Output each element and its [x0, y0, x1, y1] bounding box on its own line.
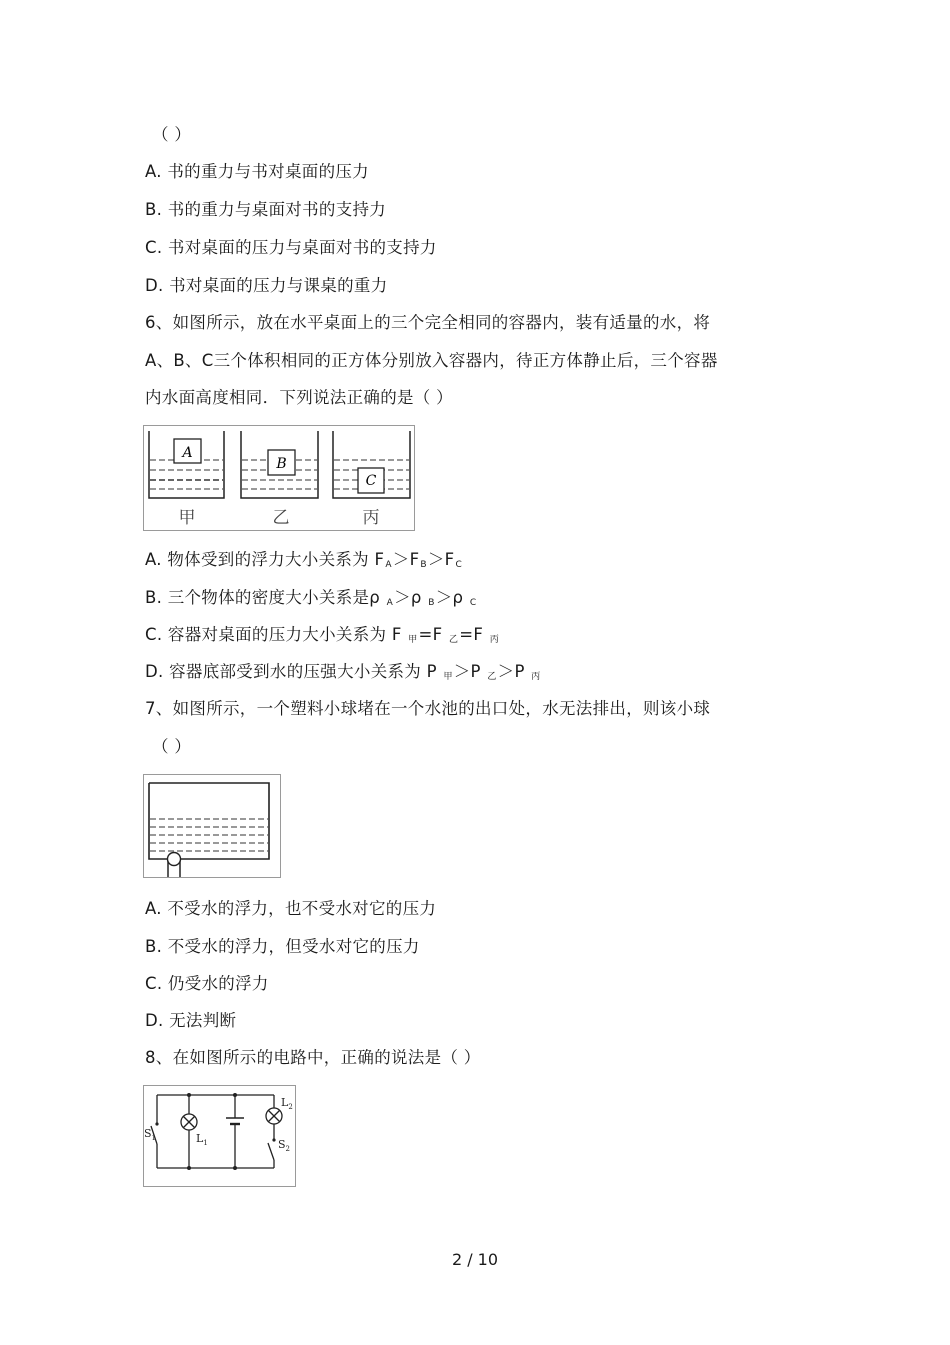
q6-option-a: A. 物体受到的浮力大小关系为 $F_A>F_B>F_C$	[145, 550, 463, 570]
container-bing	[333, 431, 410, 498]
block-b-label: B	[276, 456, 287, 472]
container-jia	[149, 431, 224, 498]
block-a-label: A	[182, 445, 193, 461]
q5-option-a: A. 书的重力与书对桌面的压力	[145, 162, 369, 181]
q7-option-d: D. 无法判断	[145, 1011, 237, 1030]
q7-option-a: A. 不受水的浮力，也不受水对它的压力	[145, 899, 437, 918]
q7-answer-paren: （ ）	[152, 737, 192, 756]
q6-stem-line-3: 内水面高度相同．下列说法正确的是（ ）	[145, 388, 453, 407]
q7-figure-pool	[143, 774, 281, 878]
q5-option-c: C. 书对桌面的压力与桌面对书的支持力	[145, 238, 437, 257]
label-l1: $L_1$	[196, 1132, 208, 1147]
label-s1: $S_1$	[144, 1127, 157, 1142]
label-s2: $S_2$	[278, 1138, 291, 1153]
q7-option-c: C. 仍受水的浮力	[145, 974, 269, 993]
q6-option-c: C. 容器对桌面的压力大小关系为 F $_甲$=F $_乙$=F $_丙$	[145, 625, 500, 645]
circuit-junctions	[155, 1093, 275, 1170]
label-bing: 丙	[362, 508, 380, 528]
label-l2: $L_2$	[281, 1096, 293, 1111]
circuit-drawing	[151, 1095, 282, 1168]
q6-option-d: D. 容器底部受到水的压强大小关系为 P $_甲$＞P $_乙$＞P $_丙$	[145, 662, 541, 682]
q8-figure-circuit	[143, 1085, 296, 1187]
q7-option-b: B. 不受水的浮力，但受水对它的压力	[145, 937, 420, 956]
q6-figure-containers	[143, 425, 415, 531]
page-number: 2 / 10	[451, 1250, 499, 1269]
q7-stem: 7、如图所示，一个塑料小球堵在一个水池的出口处，水无法排出，则该小球	[145, 699, 711, 718]
q6-stem-line-1: 6、如图所示，放在水平桌面上的三个完全相同的容器内，装有适量的水，将	[145, 313, 711, 332]
q8-stem: 8、在如图所示的电路中，正确的说法是（ ）	[145, 1048, 481, 1067]
q5-option-d: D. 书对桌面的压力与课桌的重力	[145, 276, 388, 295]
container-yi	[241, 431, 318, 498]
q6-option-b: B. 三个物体的密度大小关系是ρ $_A$＞ρ $_B$＞ρ $_C$	[145, 588, 477, 608]
label-jia: 甲	[178, 508, 196, 528]
pool-drawing	[149, 783, 269, 877]
q5-answer-paren: （ ）	[152, 125, 192, 144]
q5-option-b: B. 书的重力与桌面对书的支持力	[145, 200, 387, 219]
block-c-label: C	[365, 473, 377, 489]
q6-stem-line-2: A、B、C三个体积相同的正方体分别放入容器内，待正方体静止后，三个容器	[145, 351, 718, 370]
label-yi: 乙	[272, 508, 290, 528]
